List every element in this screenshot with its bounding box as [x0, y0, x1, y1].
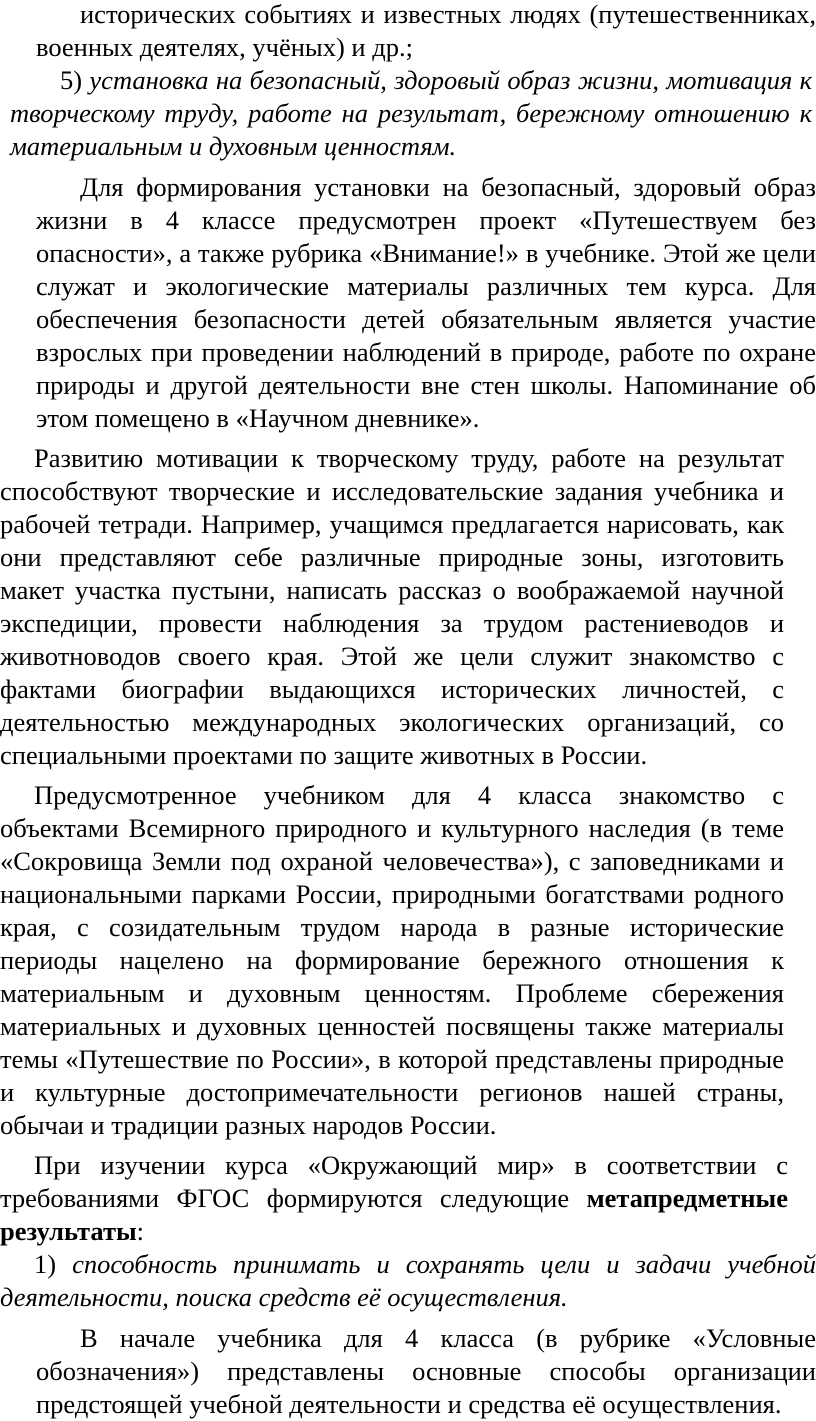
- paragraph-1: [0, 64, 816, 163]
- paragraph-0-text: исторических событиях и известных людях (путешественниках, военных деятелях, учёных) и др.;: [36, 0, 816, 62]
- paragraph-6: [0, 1248, 816, 1314]
- paragraph-4: [0, 779, 816, 1142]
- paragraph-2-text: Для формирования установки на безопасный, здоровый образ жизни в 4 классе предусмотрен проект «Путешествуем без опасности», а также рубрика «Внимание!» в учебнике. Этой же цели служат и экологические материалы различных тем курса. Для обеспечения безопасности детей обязательным является участие взрослых при проведении наблюдений в природе, работе по охране природы и другой деятельности вне стен школы. Напоминание об этом помещено в «Научном дневнике».: [36, 172, 816, 433]
- paragraph-5: [0, 1149, 816, 1248]
- list-number-5: 5): [60, 65, 83, 95]
- paragraph-7-text: В начале учебника для 4 класса (в рубрике «Условные обозначения») представлены основные способы организации предстоящей учебной деятельности и средства её осуществления.: [36, 1323, 816, 1419]
- paragraph-4-text: Предусмотренное учебником для 4 класса знакомство с объектами Всемирного природного и культурного наследия (в теме «Сокровища Земли под охраной человечества»), с заповедниками и национальными парками России, природными богатствами родного края, с созидательным трудом народа в разные исторические периоды нацелено на формирование бережного отношения к материальным и духовным ценностям. Проблеме сбережения материальных и духовных ценностей посвящены также материалы темы «Путешествие по России», в которой представлены природные и культурные достопримечательности регионов нашей страны, обычаи и традиции разных народов России.: [0, 780, 784, 1140]
- paragraph-1-text: установка на безопасный, здоровый образ жизни, мотивация к творческому труду, работе на результат, бережному отношению к материальным и духовным ценностям.: [10, 65, 813, 161]
- paragraph-2: [0, 171, 816, 435]
- list-number-1: 1): [34, 1249, 57, 1279]
- paragraph-0: [0, 0, 816, 64]
- paragraph-5-colon: :: [136, 1216, 145, 1246]
- paragraph-6-text: способность принимать и сохранять цели и задачи учебной деятельности, поиска средств её осуществления.: [0, 1249, 816, 1312]
- paragraph-3-text: Развитию мотивации к творческому труду, работе на результат способствуют творческие и исследовательские задания учебника и рабочей тетради. Например, учащимся предлагается нарисовать, как они представляют себе различные природные зоны, изготовить макет участка пустыни, написать рассказ о воображаемой научной экспедиции, провести наблюдения за трудом растениеводов и животноводов своего края. Этой же цели служит знакомство с фактами биографии выдающихся исторических личностей, с деятельностью международных экологических организаций, со специальными проектами по защите животных в России.: [0, 443, 784, 770]
- metasubject-results-term: метапредметные результаты: [0, 1183, 789, 1246]
- paragraph-5-text: При изучении курса «Окружающий мир» в соответствии с требованиями ФГОС формируются следующие: [0, 1150, 788, 1213]
- paragraph-3: [0, 442, 816, 772]
- paragraph-7: [0, 1322, 816, 1421]
